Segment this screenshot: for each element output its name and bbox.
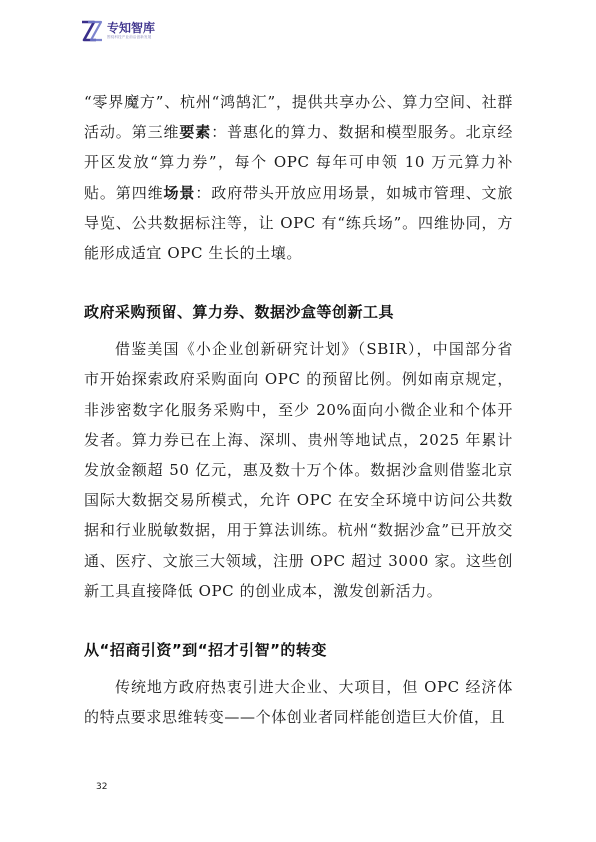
continuation-paragraph [84, 87, 513, 268]
section-paragraph-innovation-tools: 借鉴美国《小企业创新研究计划》（SBIR），中国部分省市开始探索政府采购面向 OPC 的预留比例。例如南京规定，非涉密数字化服务采购中，至少 20%面向小微企业和个体开发者。算力券已在上海、深圳、贵州等地试点，2025 年累计发放金额超 50 亿元，惠及数十万个体。数据沙盒则借鉴北京国际大数据交易所模式，允许 OPC 在安全环境中访问公共数据和行业脱敏数据，用于算法训练。杭州“数据沙盒”已开放交通、医疗、文旅三大领域，注册 OPC 超过 3000 家。这些创新工具直接降低 OPC 的创业成本，激发创新活力。 [84, 340, 513, 600]
text-run: “零界魔方”、杭州“鸿鹄汇”，提供共享办公、算力空间、社群活动。第三维 [84, 93, 513, 142]
section-heading-talent-shift: 从“招商引资”到“招才引智”的转变 [84, 641, 327, 660]
bold-term-scenes: 场景 [163, 183, 196, 202]
main-content [84, 87, 513, 732]
zhuanzhi-logo-icon [80, 19, 104, 43]
text-run: ：普惠化的算力、数据和模型服务。北京经开区发放“算力券”，每个 OPC 每年可申领 10 万元算力补贴。第四维 [84, 123, 514, 202]
bold-term-elements: 要素 [179, 123, 212, 142]
section-paragraph-talent-shift: 传统地方政府热衷引进大企业、大项目，但 OPC 经济体的特点要求思维转变——个体创业者同样能创造巨大价值，且 [84, 678, 513, 727]
section-heading-innovation-tools: 政府采购预留、算力券、数据沙盒等创新工具 [84, 303, 395, 322]
header-logo [80, 18, 155, 44]
logo-tagline: 围绕科技产业前沿创新发展 [107, 35, 152, 39]
page-number: 32 [96, 782, 108, 792]
logo-name: 专知智库 [107, 21, 156, 35]
text-run: ：政府带头开放应用场景，如城市管理、文旅导览、公共数据标注等，让 OPC 有“练兵场”。四维协同，方能形成适宜 OPC 生长的土壤。 [84, 183, 513, 263]
